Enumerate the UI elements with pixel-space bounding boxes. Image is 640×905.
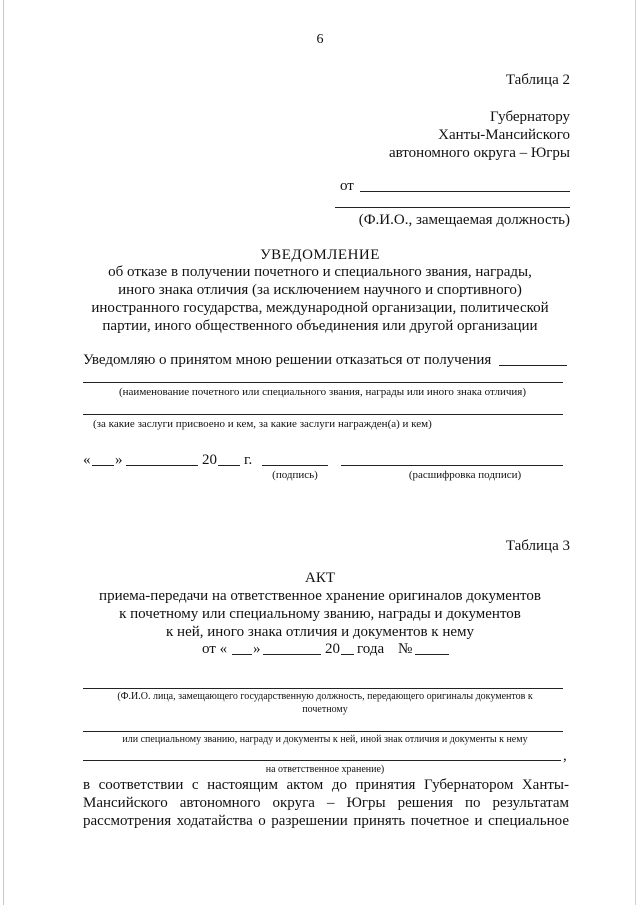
notification-subtitle-1: об отказе в получении почетного и специального звания, награды, <box>108 264 532 280</box>
signature-line <box>262 465 328 466</box>
signature-caption: (подпись) <box>272 469 318 481</box>
act-body-line-3: рассмотрения ходатайства о разрешении принять почетное и специальное <box>83 813 569 829</box>
act-date-day-line <box>232 654 252 655</box>
act-date-quote-close: » <box>253 641 261 657</box>
act-date-year-line <box>341 654 354 655</box>
notification-title: УВЕДОМЛЕНИЕ <box>260 247 380 263</box>
notify-blank-line <box>499 365 567 366</box>
from-blank-line <box>360 191 570 192</box>
from-label: от <box>340 178 354 194</box>
addressee-line-3: автономного округа – Югры <box>388 145 570 161</box>
date-month-line <box>126 465 198 466</box>
act-body-line-1: в соответствии с настоящим актом до принятия Губернатором Ханты- <box>83 777 569 793</box>
from-caption: (Ф.И.О., замещаемая должность) <box>358 212 570 228</box>
date-year-prefix: 20 <box>202 452 217 468</box>
merits-line <box>83 414 563 415</box>
act-trailing-comma: , <box>563 748 567 764</box>
act-items-line <box>83 731 563 732</box>
award-name-line <box>83 382 563 383</box>
addressee-line-2: Ханты-Мансийского <box>438 127 570 143</box>
act-person-caption-2: почетному <box>302 704 348 715</box>
page-edge-right <box>635 0 636 905</box>
award-name-caption: (наименование почетного или специального звания, награды или иного знака отличия) <box>119 386 526 398</box>
merits-caption: (за какие заслуги присвоено и кем, за какие заслуги награжден(а) и кем) <box>93 418 432 430</box>
act-date-year-prefix: 20 <box>325 641 340 657</box>
act-storage-caption: на ответственное хранение) <box>265 764 385 775</box>
act-storage-line <box>83 760 561 761</box>
from-second-line <box>335 207 570 208</box>
date-quote-close: » <box>115 452 123 468</box>
act-person-caption-1: (Ф.И.О. лица, замещающего государственную должность, передающего оригиналы документов к <box>117 691 533 702</box>
addressee-line-1: Губернатору <box>490 109 570 125</box>
act-items-caption: или специальному званию, награду и документы к ней, иной знак отличия и документы к нему <box>122 734 528 745</box>
act-body-line-2: Мансийского автономного округа – Югры решения по результатам <box>83 795 569 811</box>
page-number: 6 <box>316 32 324 47</box>
act-date-prefix: от « <box>202 641 228 657</box>
act-date-year-word: года <box>357 641 385 657</box>
act-person-line <box>83 688 563 689</box>
date-year-suffix: г. <box>244 452 253 468</box>
page-edge-left <box>3 0 4 905</box>
table3-label: Таблица 3 <box>505 538 570 554</box>
notification-subtitle-4: партии, иного общественного объединения или другой организации <box>102 318 538 334</box>
date-year-line <box>218 465 240 466</box>
act-number-line <box>415 654 449 655</box>
notify-text: Уведомляю о принятом мною решении отказаться от получения <box>83 352 492 368</box>
act-subtitle-1: приема-передачи на ответственное хранение оригиналов документов <box>99 588 541 604</box>
notification-subtitle-2: иного знака отличия (за исключением научного и спортивного) <box>118 282 522 298</box>
decoding-caption: (расшифровка подписи) <box>408 469 522 481</box>
act-title: АКТ <box>305 570 335 586</box>
notification-subtitle-3: иностранного государства, международной организации, политической <box>91 300 549 316</box>
act-number-sign: № <box>398 641 413 657</box>
act-subtitle-3: к ней, иного знака отличия и документов к нему <box>166 624 474 640</box>
act-subtitle-2: к почетному или специальному званию, награды и документов <box>119 606 521 622</box>
date-day-line <box>92 465 114 466</box>
table2-label: Таблица 2 <box>505 72 570 88</box>
act-date-month-line <box>263 654 321 655</box>
date-quote-open: « <box>83 452 91 468</box>
decoding-line <box>341 465 563 466</box>
